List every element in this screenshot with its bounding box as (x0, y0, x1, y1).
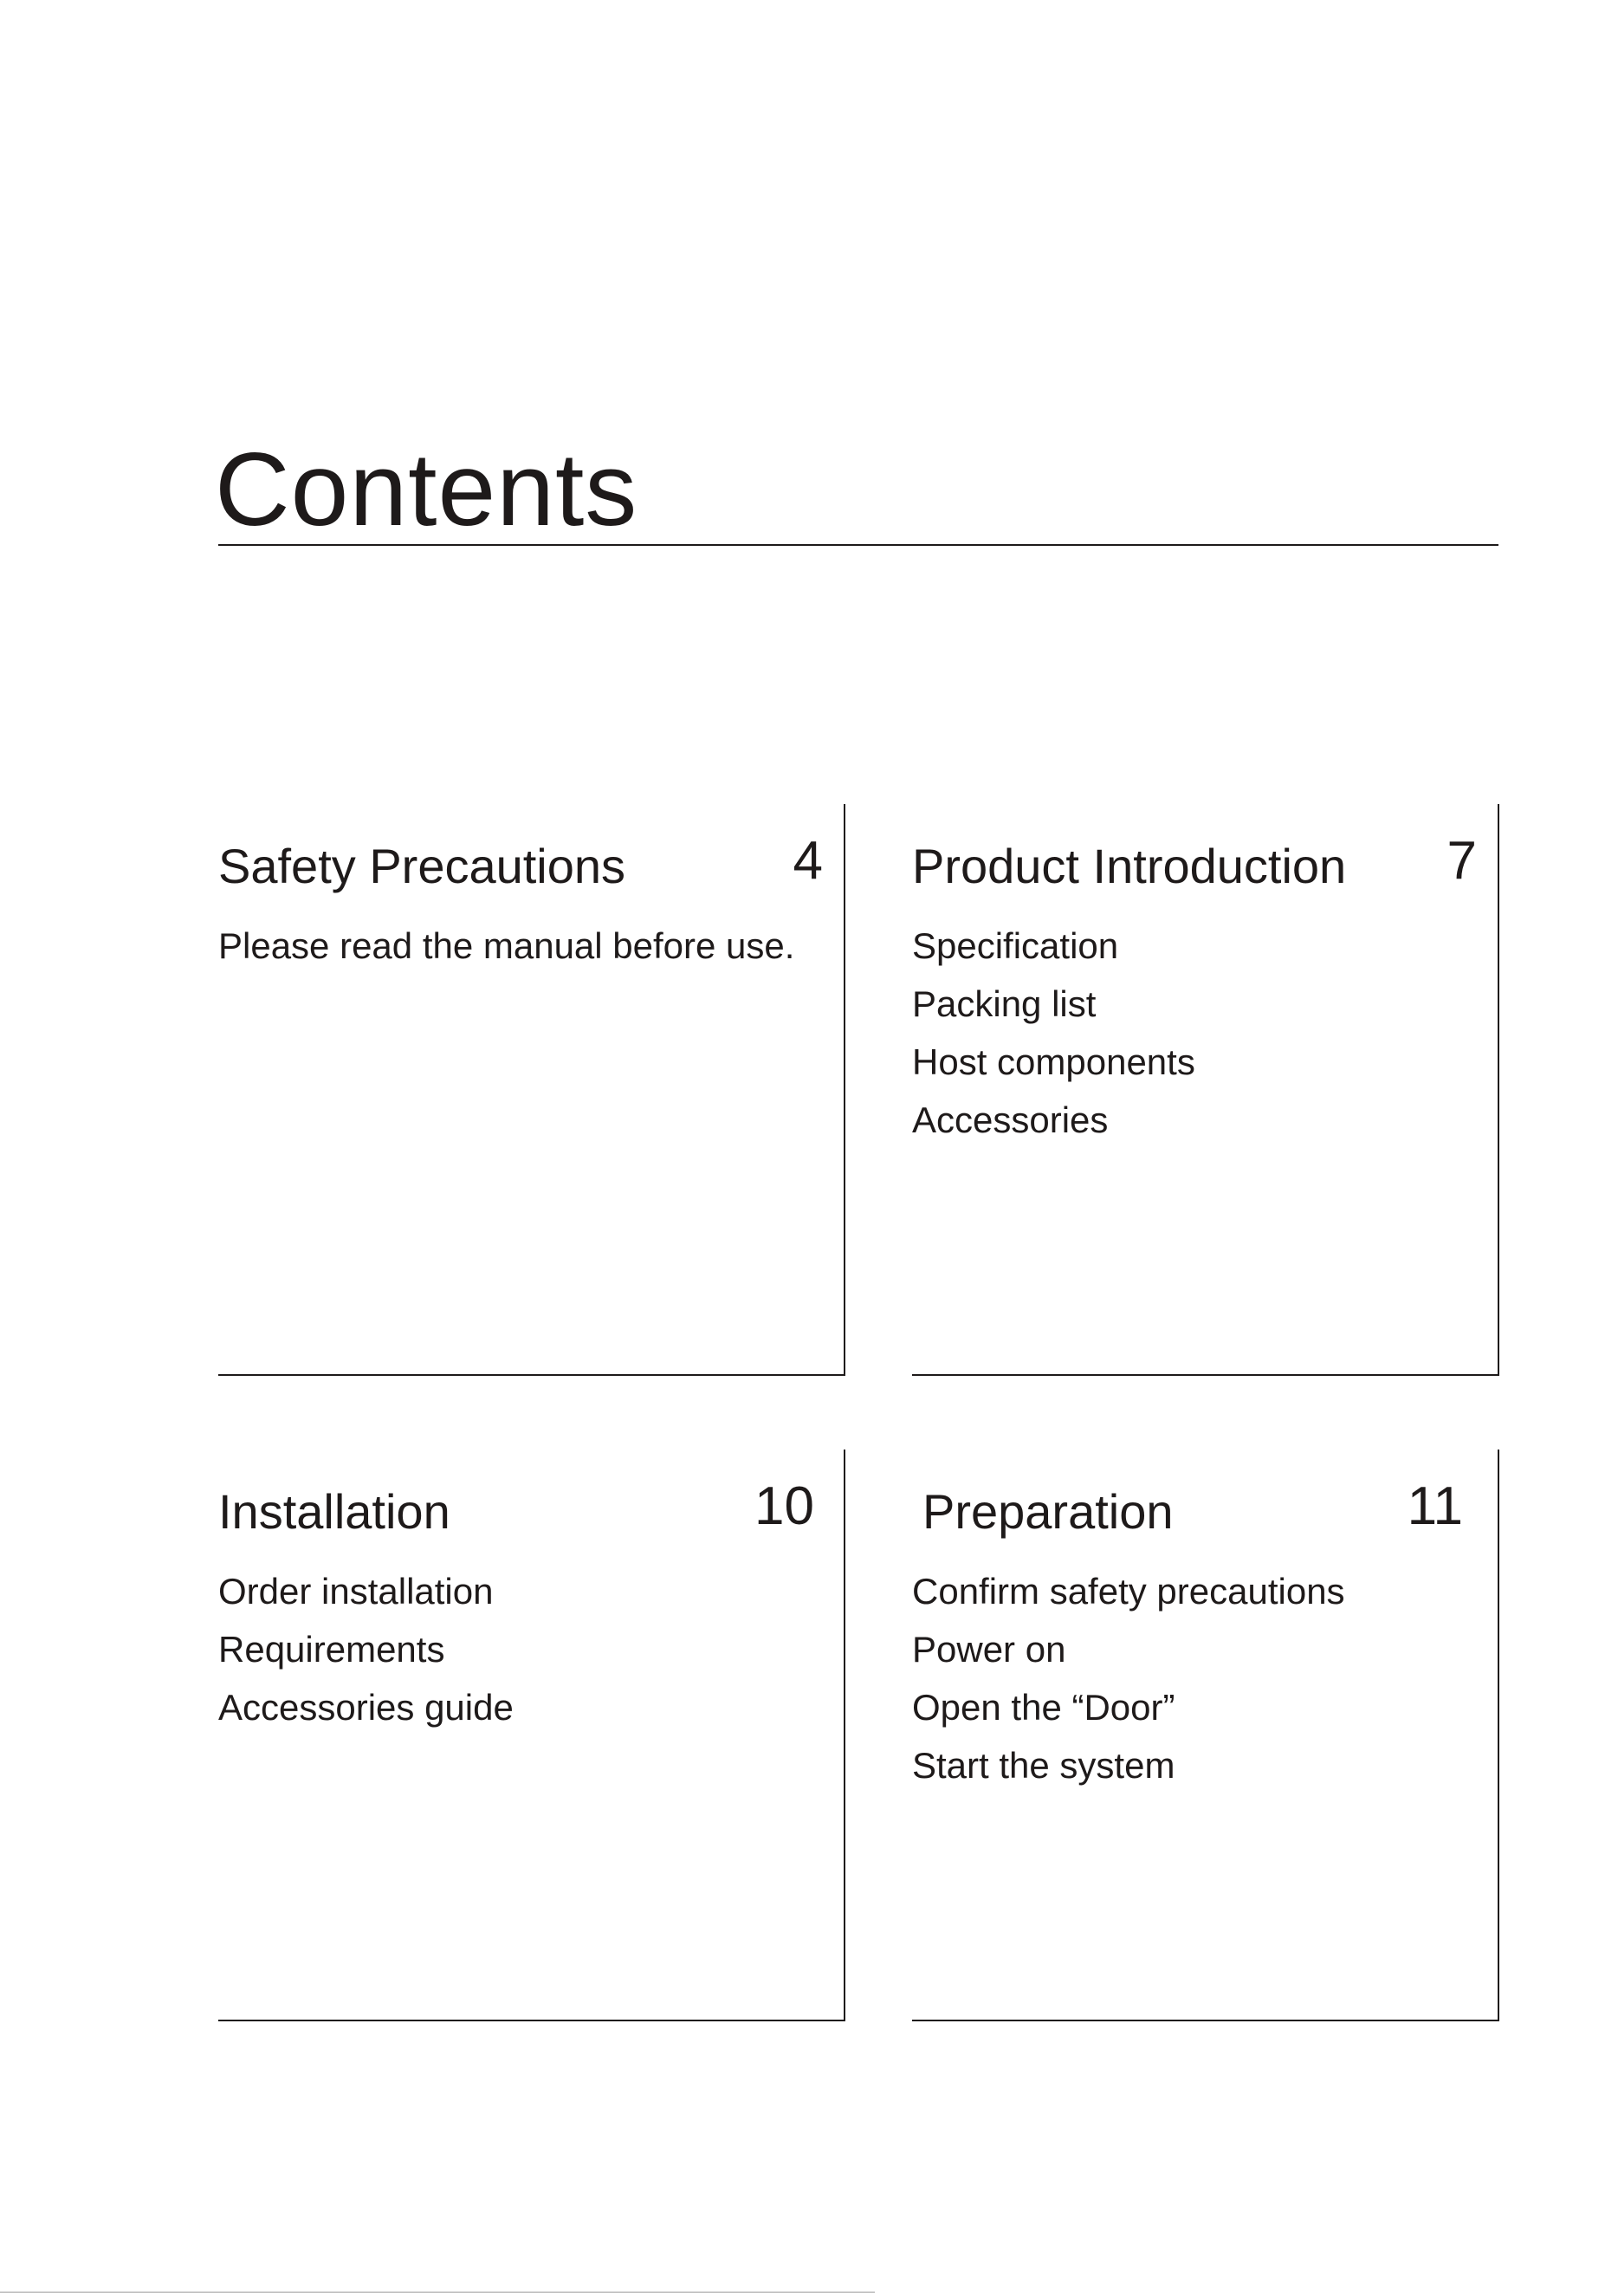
toc-section-product-introduction[interactable] (912, 804, 1499, 1376)
section-item: Specification (912, 925, 1119, 966)
section-page-number: 11 (1407, 1476, 1463, 1536)
section-item: Accessories (912, 1099, 1109, 1140)
section-title: Preparation (922, 1484, 1174, 1539)
section-item: Order installation (218, 1571, 494, 1612)
section-page-number: 4 (793, 831, 823, 891)
section-item: Accessories guide (218, 1687, 514, 1728)
section-item: Packing list (912, 983, 1097, 1024)
section-header (218, 832, 823, 901)
section-item-list (912, 1562, 1489, 1794)
section-header (912, 832, 1477, 901)
section-item: Power on (912, 1629, 1066, 1670)
section-item: Start the system (912, 1745, 1175, 1786)
section-header (912, 1477, 1477, 1547)
section-page-number: 7 (1446, 831, 1477, 891)
section-item: Confirm safety precautions (912, 1571, 1345, 1612)
section-item: Requirements (218, 1629, 445, 1670)
toc-section-safety-precautions[interactable] (218, 804, 845, 1376)
section-item: Host components (912, 1041, 1195, 1082)
bottom-edge-line (0, 2292, 875, 2293)
section-item: Please read the manual before use. (218, 925, 795, 966)
section-title: Safety Precautions (218, 839, 626, 893)
section-header (218, 1477, 823, 1547)
toc-section-installation[interactable] (218, 1450, 845, 2021)
section-item-list (218, 917, 835, 975)
section-item-list (912, 917, 1489, 1149)
toc-section-preparation[interactable] (912, 1450, 1499, 2021)
section-page-number: 10 (754, 1476, 814, 1536)
title-divider (218, 544, 1498, 546)
page-title: Contents (215, 431, 638, 548)
section-title: Product Introduction (912, 839, 1347, 893)
section-item: Open the “Door” (912, 1687, 1175, 1728)
section-title: Installation (218, 1484, 450, 1539)
section-item-list (218, 1562, 835, 1736)
